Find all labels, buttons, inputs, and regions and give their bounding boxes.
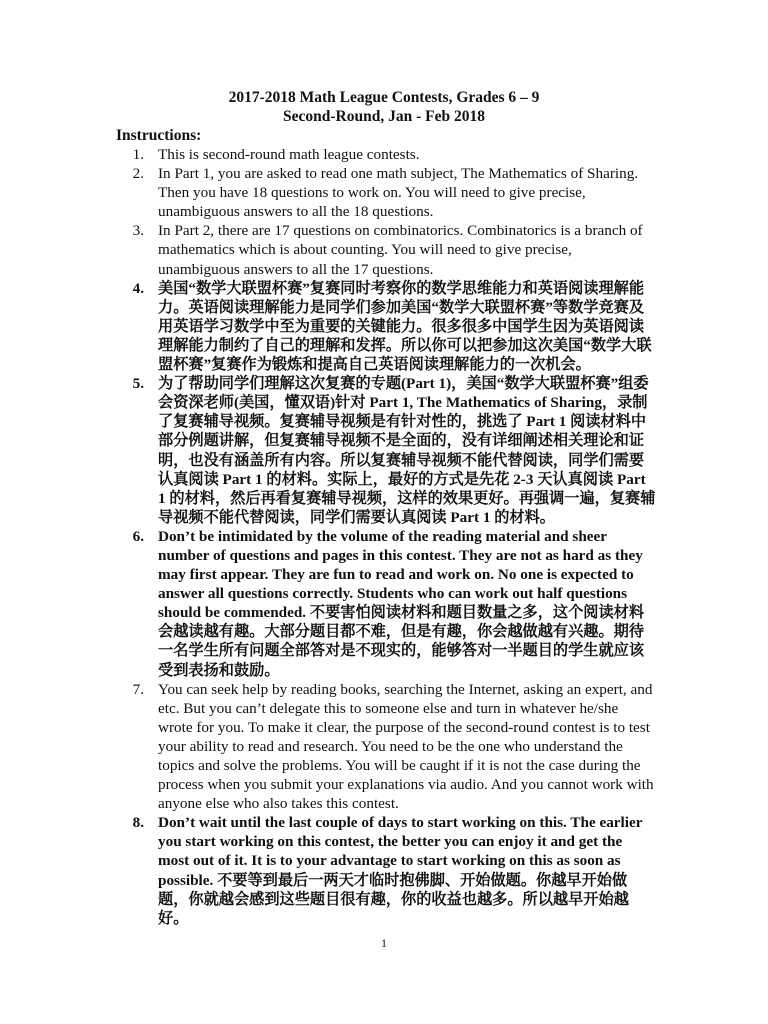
instruction-item	[116, 279, 656, 374]
instruction-number: 1.	[132, 146, 144, 163]
title-line-2: Second-Round, Jan - Feb 2018	[283, 108, 485, 125]
instruction-number: 3.	[132, 222, 144, 240]
instruction-item	[116, 221, 656, 278]
instruction-item	[116, 374, 656, 527]
instruction-item	[116, 680, 656, 814]
instruction-text: Don’t be intimidated by the volume of the reading material and sheer number of questions and pages in this contest. They are not as hard as they may first appear. They are fun to read and work on. No one is expected to answer all questions correctly. Students who can work out half questions should be commended. 不要害怕阅读材料和题目数量之多，这个阅读材料会越读越有趣。大部分题目都不难，但是有趣，你会越做越有兴趣。期待一名学生所有问题全部答对是不现实的，能够答对一半题目的学生就应该受到表扬和鼓励。	[158, 527, 645, 679]
instructions-list	[116, 145, 656, 928]
instruction-text: You can seek help by reading books, searching the Internet, asking an expert, and etc. But you can’t delegate this to someone else and turn in whatever he/she wrote for you. To make it clear, the purpose of the second-round contest is to test your ability to read and research. You need to be the one who understand the topics and solve the problems. You will be caught if it is not the case during the process when you submit your explanations via audio. And you cannot work with anyone else who also takes this contest.	[158, 680, 654, 813]
page-number: 1	[381, 936, 387, 950]
instruction-item	[116, 813, 656, 928]
instruction-text: This is second-round math league contests.	[158, 146, 420, 163]
instruction-text: 为了帮助同学们理解这次复赛的专题(Part 1)，美国“数学大联盟杯赛”组委会资深老师(美国，懂双语)针对 Part 1, The Mathematics of Sharing，录制了复赛辅导视频。复赛辅导视频是有针对性的，挑选了 Part 1 阅读材料中部分例题讲解，但复赛辅导视频不是全面的，没有详细阐述相关理论和证明，也没有涵盖所有内容。所以复赛辅导视频不能代替阅读，同学们需要认真阅读 Part 1 的材料。实际上，最好的方式是先花 2-3 天认真阅读 Part 1 的材料，然后再看复赛辅导视频，这样的效果更好。再强调一遍，复赛辅导视频不能代替阅读，同学们需要认真阅读 Part 1 的材料。	[158, 375, 656, 526]
instruction-text: Don’t wait until the last couple of days to start working on this. The earlier you start working on this contest, the better you can enjoy it and get the most out of it. It is to your advantage to start working on this as soon as possible. 不要等到最后一两天才临时抱佛脚、开始做题。你越早开始做题，你就越会感到这些题目很有趣，你的收益也越多。所以越早开始越好。	[158, 814, 643, 927]
instructions-heading: Instructions:	[116, 127, 202, 144]
instruction-number: 5.	[132, 375, 144, 393]
instruction-item	[116, 164, 656, 221]
instruction-text: In Part 1, you are asked to read one math subject, The Mathematics of Sharing. Then you have 18 questions to work on. You will need to give precise, unambiguous answers to all the 18 questions.	[158, 165, 639, 221]
title-line-1: 2017-2018 Math League Contests, Grades 6 – 9	[228, 89, 540, 106]
instruction-text: 美国“数学大联盟杯赛”复赛同时考察你的数学思维能力和英语阅读理解能力。英语阅读理解能力是同学们参加美国“数学大联盟杯赛”等数学竞赛及用英语学习数学中至为重要的关键能力。很多很多中国学生因为英语阅读理解能力制约了自己的理解和发挥。所以你可以把参加这次美国“数学大联盟杯赛”复赛作为锻炼和提高自己英语阅读理解能力的一次机会。	[158, 279, 652, 374]
instruction-number: 6.	[132, 527, 144, 545]
instruction-item	[116, 145, 656, 164]
instruction-number: 8.	[132, 814, 144, 832]
instruction-text: In Part 2, there are 17 questions on combinatorics. Combinatorics is a branch of mathematics which is about counting. You will need to give precise, unambiguous answers to all the 17 questions.	[158, 222, 643, 278]
instruction-item	[116, 527, 656, 680]
instruction-number: 4.	[132, 279, 144, 297]
instruction-number: 2.	[132, 165, 144, 183]
document-title	[0, 88, 768, 126]
instruction-number: 7.	[132, 680, 144, 698]
